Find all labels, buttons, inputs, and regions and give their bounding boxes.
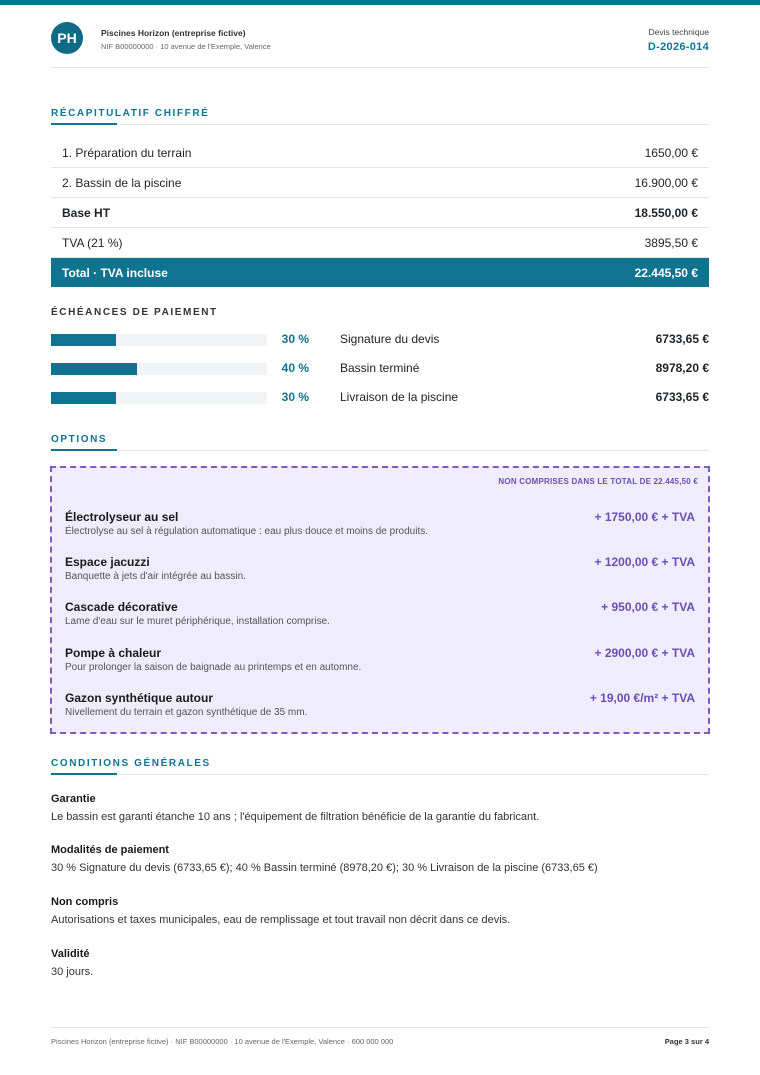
section-underline bbox=[51, 773, 117, 775]
option-description: Nivellement du terrain et gazon synthétique de 35 mm. bbox=[65, 707, 308, 718]
schedule-label: Signature du devis bbox=[340, 332, 440, 346]
recap-row-value: 3895,50 € bbox=[644, 236, 698, 250]
option-name: Espace jacuzzi bbox=[65, 555, 150, 569]
section-underline bbox=[51, 449, 117, 451]
recap-row-value: 16.900,00 € bbox=[634, 176, 698, 190]
document-header bbox=[51, 5, 709, 68]
option-description: Banquette à jets d'air intégrée au bassin. bbox=[65, 571, 246, 582]
recap-total-row bbox=[51, 258, 709, 287]
schedule-percent: 30 % bbox=[281, 390, 309, 404]
recap-section-header bbox=[51, 108, 709, 125]
recap-row-label: 2. Bassin de la piscine bbox=[62, 176, 182, 190]
option-item bbox=[65, 555, 695, 582]
schedule-label: Livraison de la piscine bbox=[340, 390, 459, 404]
option-price: + 950,00 € + TVA bbox=[601, 600, 695, 614]
option-item bbox=[65, 646, 695, 673]
options-section-header bbox=[51, 434, 709, 451]
option-item bbox=[65, 510, 695, 537]
schedule-progress-fill bbox=[51, 334, 116, 346]
recap-row-label: TVA (21 %) bbox=[62, 236, 123, 250]
condition-text: 30 % Signature du devis (6733,65 €); 40 % Bassin terminé (8978,20 €); 30 % Livraison de la piscine (6733,65 €) bbox=[51, 862, 598, 874]
condition-item bbox=[51, 793, 709, 823]
condition-item bbox=[51, 844, 709, 874]
schedule-percent: 40 % bbox=[281, 361, 309, 375]
option-description: Pour prolonger la saison de baignade au printemps et en automne. bbox=[65, 662, 362, 673]
schedule-label: Bassin terminé bbox=[340, 361, 420, 375]
schedule-progress-bar bbox=[51, 392, 267, 404]
condition-heading: Garantie bbox=[51, 793, 96, 805]
recap-tax-row bbox=[51, 228, 709, 258]
company-info: NIF B00000000 · 10 avenue de l'Exemple, Valence bbox=[101, 42, 271, 51]
schedule-percent: 30 % bbox=[281, 332, 309, 346]
recap-table bbox=[51, 138, 709, 287]
condition-text: 30 jours. bbox=[51, 966, 94, 978]
footer-company-info: Piscines Horizon (entreprise fictive) · NIF B00000000 · 10 avenue de l'Exemple, Valence · 600 000 000 bbox=[51, 1037, 394, 1046]
document-page bbox=[51, 5, 709, 1046]
schedule-progress-fill bbox=[51, 363, 137, 375]
recap-subtotal-row bbox=[51, 198, 709, 228]
recap-total-value: 22.445,50 € bbox=[634, 266, 698, 280]
option-price: + 1750,00 € + TVA bbox=[594, 510, 695, 524]
option-price: + 19,00 €/m² + TVA bbox=[589, 691, 695, 705]
conditions-section-header bbox=[51, 758, 709, 775]
options-note: NON COMPRISES DANS LE TOTAL DE 22.445,50 € bbox=[498, 477, 698, 486]
schedule-title: ÉCHÉANCES DE PAIEMENT bbox=[51, 307, 218, 318]
schedule-amount: 8978,20 € bbox=[655, 361, 709, 375]
schedule-amount: 6733,65 € bbox=[655, 332, 709, 346]
option-name: Cascade décorative bbox=[65, 600, 178, 614]
schedule-progress-bar bbox=[51, 334, 267, 346]
document-number: D-2026-014 bbox=[647, 41, 709, 53]
condition-heading: Validité bbox=[51, 948, 90, 960]
condition-item bbox=[51, 896, 709, 926]
condition-text: Autorisations et taxes municipales, eau de remplissage et tout travail non décrit dans ce devis. bbox=[51, 914, 511, 926]
schedule-row bbox=[51, 360, 709, 376]
page-number: Page 3 sur 4 bbox=[664, 1037, 709, 1046]
schedule-progress-bar bbox=[51, 363, 267, 375]
option-price: + 1200,00 € + TVA bbox=[594, 555, 695, 569]
condition-item bbox=[51, 948, 709, 978]
schedule-amount: 6733,65 € bbox=[655, 390, 709, 404]
document-type: Devis technique bbox=[648, 27, 709, 37]
option-price: + 2900,00 € + TVA bbox=[594, 646, 695, 660]
options-box bbox=[50, 466, 710, 734]
company-logo: PH bbox=[51, 22, 83, 54]
conditions-title: CONDITIONS GÉNÉRALES bbox=[51, 758, 211, 769]
schedule-row bbox=[51, 331, 709, 347]
options-title: OPTIONS bbox=[51, 434, 108, 445]
recap-row-label: 1. Préparation du terrain bbox=[62, 146, 192, 160]
option-description: Électrolyse au sel à régulation automatique : eau plus douce et moins de produits. bbox=[65, 526, 428, 537]
condition-heading: Modalités de paiement bbox=[51, 844, 169, 856]
recap-title: RÉCAPITULATIF CHIFFRÉ bbox=[51, 108, 210, 119]
recap-row bbox=[51, 138, 709, 168]
schedule-row bbox=[51, 389, 709, 405]
recap-total-label: Total · TVA incluse bbox=[62, 266, 168, 280]
schedule-progress-fill bbox=[51, 392, 116, 404]
option-description: Lame d'eau sur le muret périphérique, installation comprise. bbox=[65, 616, 330, 627]
option-item bbox=[65, 691, 695, 718]
recap-row-value: 1650,00 € bbox=[644, 146, 698, 160]
recap-row-value: 18.550,00 € bbox=[634, 206, 698, 220]
recap-row bbox=[51, 168, 709, 198]
option-name: Pompe à chaleur bbox=[65, 646, 162, 660]
company-name: Piscines Horizon (entreprise fictive) bbox=[101, 28, 246, 38]
option-name: Gazon synthétique autour bbox=[65, 691, 214, 705]
section-underline bbox=[51, 123, 117, 125]
option-item bbox=[65, 600, 695, 627]
condition-text: Le bassin est garanti étanche 10 ans ; l'équipement de filtration bénéficie de la garantie du fabricant. bbox=[51, 811, 540, 823]
condition-heading: Non compris bbox=[51, 896, 119, 908]
option-name: Électrolyseur au sel bbox=[65, 510, 179, 524]
page-footer bbox=[51, 1027, 709, 1048]
recap-row-label: Base HT bbox=[62, 206, 111, 220]
